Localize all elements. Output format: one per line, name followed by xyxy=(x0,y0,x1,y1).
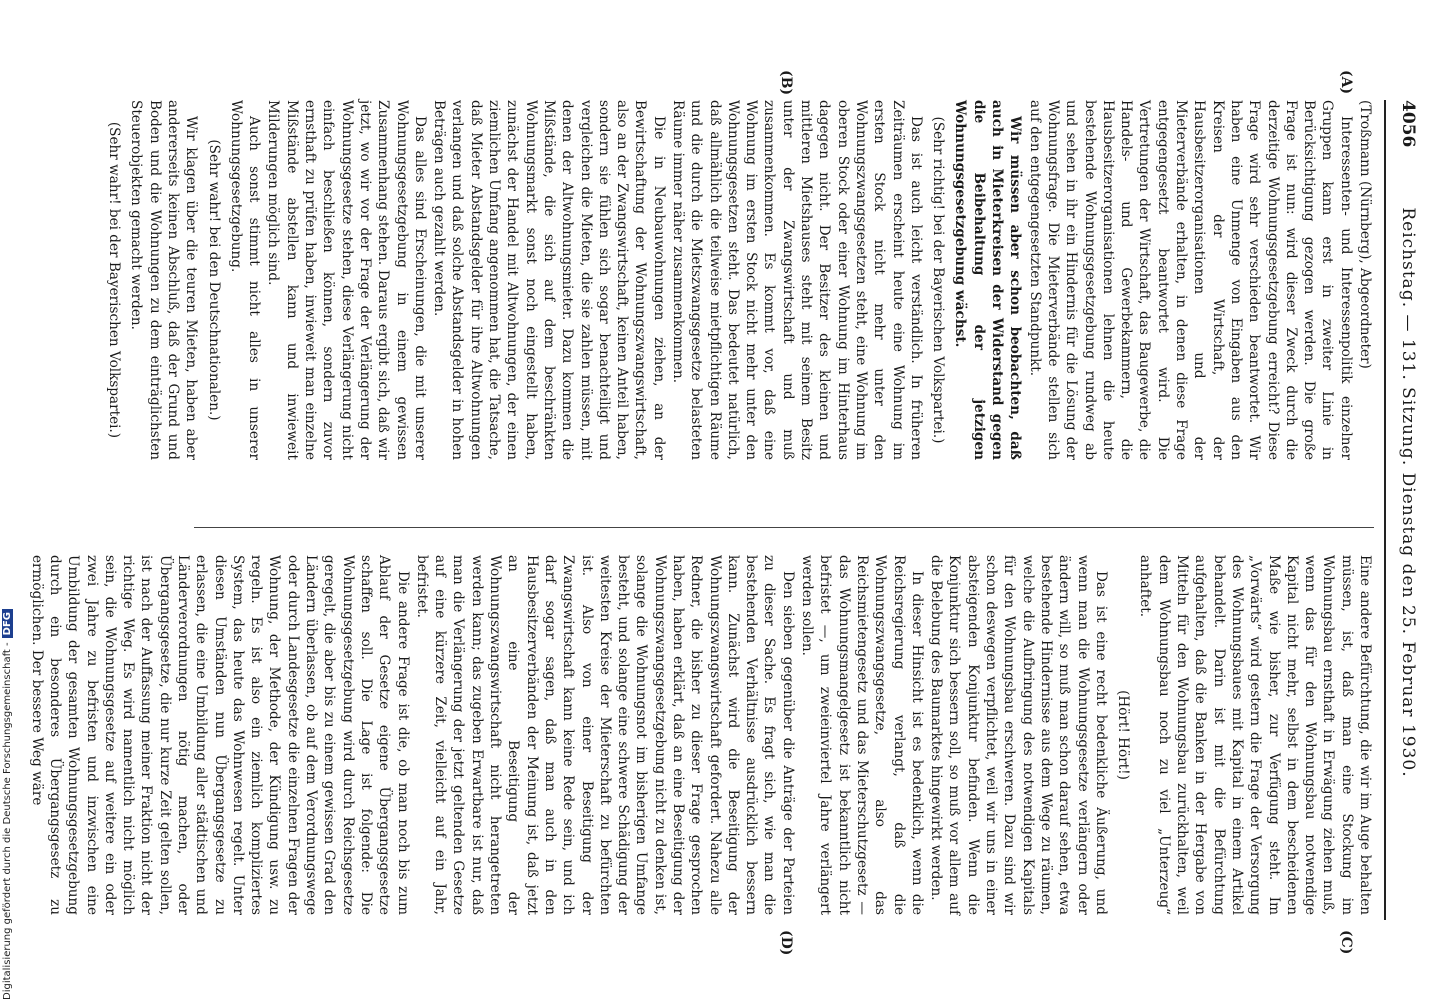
margin-marker-c: (C) xyxy=(1338,930,1354,955)
paragraph: Das ist eine recht bedenkliche Äußerung, und wenn man die Wohnungsgesetze verlängern oder ändern will, so muß man schon darauf sehen, etwa bestehende Hindernisse aus dem Wege zu räumen, welche die Aufbringung des notwendigen Kapitals für den Wohnungsbau erschweren. Dazu sind wir schon deswegen verpflichtet, weil wir uns in einer absteigenden Konjunktur befinden. Wenn die Konjunktur sich bessern soll, so muß vor allem auf die Belebung des Baumarktes hingewirkt werden. xyxy=(928,555,1109,915)
interjection: (Sehr richtig! bei der Bayerischen Volkspartei.) xyxy=(930,116,947,444)
paragraph: Wir klagen über die teuren Mieten, haben aber andererseits keinen Abschluß, daß der Grund und Boden und die Wohnungen zu dem einträglichsten Steuerobjekten gemacht werden. xyxy=(128,100,200,460)
margin-marker-b: (B) xyxy=(778,70,794,96)
paragraph: Auch sonst stimmt nicht alles in unserer Wohnungsgesetzgebung. xyxy=(227,100,263,460)
rotated-newspaper-page xyxy=(28,0,1434,985)
dfg-logo-icon: DFG xyxy=(2,609,13,638)
digitization-credit xyxy=(2,20,16,1000)
interjection: (Sehr wahr! bei der Bayerischen Volkspartei.) xyxy=(106,121,123,439)
paragraph: Die andere Frage ist die, ob man noch bis zum Ablauf der Gesetze eigene Übergangsgesetze schaffen soll. Die Lage ist folgende: Die Wohnungsgesetzgebung wird durch Reichsgesetze geregelt, die aber bis zu einem gewissen Grad den Ländern überlassen, ob auf dem Verordnungswege oder durch Landesgesetze die einzelnen Fragen der Wohnung, der Methode, der Kündigung usw. zu regeln. Es ist also ein ziemlich kompliziertes System, das heute das Wohnwesen regelt. Unter diesen Umständen nun Übergangsgesetze zu erlassen, die eine Umbildung aller städtischen und Länderverordnungen nötig machen, oder Übergangsgesetze, die nur kurze Zeit gelten sollen, ist nach der Auffassung meiner Fraktion nicht der richtige Weg. Es wird namentlich nicht möglich sein, die Wohnungsgesetze auf weitere ein oder zwei Jahre zu befristen und inzwischen eine Umbildung der gesamten Wohnungsgesetzgebung durch ein besonderes Übergangsgesetz zu ermöglichen. Der bessere Weg wäre xyxy=(28,555,411,915)
interjection: (Sehr wahr! bei den Deutschnationalen.) xyxy=(205,139,222,421)
paragraph: Die in Neubauwohnungen ziehen, an der Bewirtschaftung der Wohnungszwangswirtschaft, also an der Zwangswirtschaft, keinen Anteil haben, sondern sie fühlen sich sogar benachteiligt und vergleichen die Mieten, die sie zahlen müssen, mit denen der Altwohnungsmieter. Dazu kommen die Mißstände, die sich auf dem beschränkten Wohnungsmarkt sonst noch eingestellt haben, zunächst der Handel mit Altwohnungen, der einen ziemlichen Umfang angenommen hat, die Tatsache, daß Mieter Abstandsgelder für ihre Altwohnungen verlangen und daß solche Abstandsgelder in hohen Beträgen auch gezahlt werden. xyxy=(431,100,667,460)
paragraph-emphasis: Wir müssen aber schon beobachten, daß auch in Mieterkreisen der Widerstand gegen die Beibehaltung der jetzigen Wohnungsgesetzgebung wächst. xyxy=(952,100,1024,460)
left-column xyxy=(106,100,1374,460)
page-number: 4056 xyxy=(1398,100,1418,148)
paragraph: Eine andere Befürchtung, die wir im Auge behalten müssen, ist, daß man eine Stockung im Wohnungsbau ernsthaft in Erwägung ziehen muß, wenn das für den Wohnungsbau notwendige Kapital nicht mehr, selbst in dem bescheidenen Maße wie bisher, zur Verfügung steht. Im „Vorwärts“ wird gestern die Frage der Versorgung des Wohnungsbaues mit Kapital in einem Artikel behandelt. Darin ist mit die Befürchtung aufgehalten, daß die Banken in der Hergabe von Mitteln für den Wohnungsbau zurückhalten, weil dem Wohnungsbau noch zu viel „Unterzeug“ anhaftet. xyxy=(1137,555,1373,915)
page-header xyxy=(1384,0,1424,985)
margin-marker-a: (A) xyxy=(1338,70,1354,95)
speaker-line: (Troßmann (Nürnberg), Abgeordneter) xyxy=(1357,100,1373,369)
paragraph: Interessenten- und Interessenpolitik einzelner Gruppen kann erst in zweiter Linie in Berücksichtigung gezogen werden. Die große Frage ist nun: wird dieser Zweck durch die derzeitige Wohnungsgesetzgebung erreicht? Diese Frage wird sehr verschieden beantwortet. Wir haben eine Unmenge von Eingaben aus den Kreisen der Wirtschaft, der Hausbesitzerorganisationen und der Mieterverbände erhalten, in denen diese Frage entgegengesetzt beantwortet wird. Die Vertretungen der Wirtschaft, das Baugewerbe, die Handels- und Gewerbekammern, die Hausbesitzerorganisationen lehnen die heute bestehende Wohnungsgesetzgebung rundweg ab und sehen in ihr ein Hindernis für die Lösung der Wohnungsfrage. Die Mieterverbände stellen sich auf den entgegengesetzten Standpunkt. xyxy=(1026,100,1354,460)
right-column xyxy=(28,555,1374,915)
paragraph: In dieser Hinsicht ist es bedenklich, wenn die Reichsregierung verlangt, daß die Wohnungszwangsgesetze, also das Reichsmietengesetz und das Mieterschutzgesetz — das Wohnungsmangelgesetz ist bekanntlich nicht befristet —, um zweieinviertel Jahre verlängert werden sollen. xyxy=(799,555,925,915)
margin-marker-d: (D) xyxy=(778,930,794,956)
paragraph: Das alles sind Erscheinungen, die mit unserer Wohnungsgesetzgebung in einem gewissen Zusammenhang stehen. Daraus ergibt sich, daß wir jetzt, wo wir vor der Frage der Verlängerung der Wohnungsgesetze stehen, diese Verlängerung nicht einfach beschließen können, sondern zuvor ernsthaft zu prüfen haben, inwieweit man einzelne Mißstände abstellen kann und inwieweit Milderungen möglich sind. xyxy=(265,100,428,460)
credit-text: Digitalisierung gefördert durch die Deutsche Forschungsgemeinschaft - xyxy=(2,642,13,1000)
paragraph: Den sieben gegenüber die Anträge der Parteien zu dieser Sache. Es fragt sich, wie man die bestehenden Verhältnisse ausdrücklich bessern kann. Zunächst wird die Beseitigung der Wohnungszwangswirtschaft gefordert. Nahezu alle Redner, die bisher zu dieser Frage gesprochen haben, haben erklärt, daß an eine Beseitigung der Wohnungszwangsgesetzgebung nicht zu denken ist, solange die Wohnungsnot im bisherigen Umfange besteht, und solange eine schwere Schädigung der weitesten Kreise der Mieterschaft zu befürchten ist. Also von einer Beseitigung der Zwangswirtschaft kann keine Rede sein, und ich darf sogar sagen, daß man auch in den Hausbesitzerverbänden der Meinung ist, daß jetzt an eine Beseitigung der Wohnungszwangswirtschaft nicht herangetreten werden kann; das zugeben Erwartbare ist nur, daß man die Verlängerung der jetzt geltenden Gesetze auf eine kürzere Zeit, vielleicht auf ein Jahr, befristet. xyxy=(413,555,796,915)
paragraph: Das ist auch leicht verständlich. In früheren Zeiträumen erscheint heute eine Wohnung im ersten Stock nicht mehr unter den Wohnungszwangsgesetzen steht, eine Wohnung im oberen Stock oder einer Wohnung im Hinterhaus dagegen nicht. Der Besitzer des kleinen und mittleren Mietshauses steht mit seinem Besitz unter der Zwangswirtschaft und muß zusammenkommen. Es kommt vor, daß eine Wohnung im ersten Stock nicht mehr unter den Wohnungsgesetzen steht. Das bedeutet natürlich, daß allmählich die teilweise mietpflichtigen Räume und die durch die Mietszwangsgesetze belasteten Räume immer näher zusammenkommen. xyxy=(670,100,924,460)
column-separator xyxy=(194,527,1374,528)
header-rule xyxy=(1384,100,1386,920)
interjection: (Hört! Hört!) xyxy=(1115,690,1132,780)
page-title: Reichstag. — 131. Sitzung. Dienstag den 25. Februar 1930. xyxy=(1398,207,1418,778)
